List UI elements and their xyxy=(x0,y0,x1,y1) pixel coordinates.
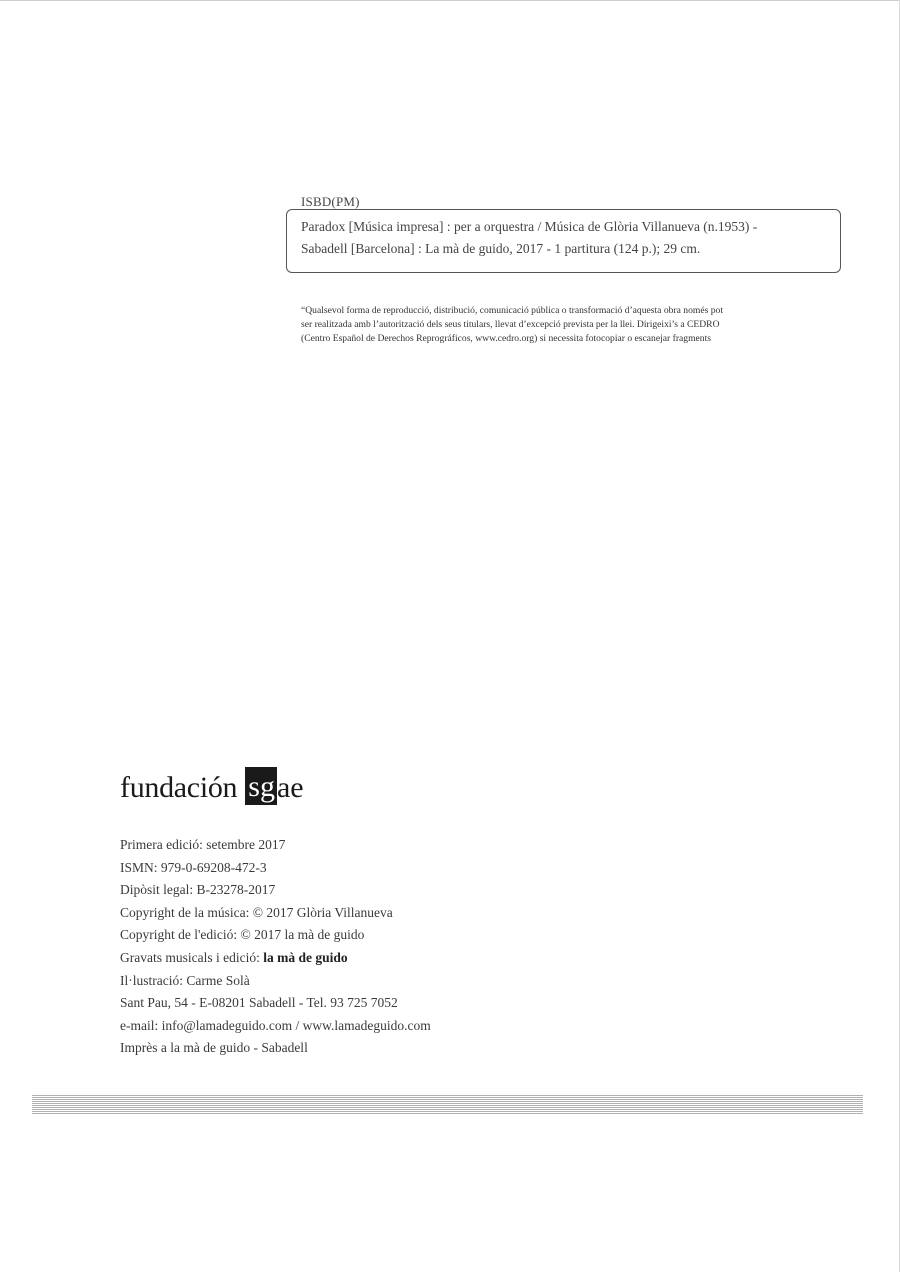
isbd-line-2: Sabadell [Barcelona] : La mà de guido, 2017 - 1 partitura (124 p.); 29 cm. xyxy=(301,241,701,256)
logo-word: fundación xyxy=(120,771,238,804)
legal-notice-line-2: ser realitzada amb l’autorització dels seus titulars, llevat d’excepció prevista per la llei. Dirigeixi’s a CEDRO xyxy=(301,319,720,330)
logo-tail: ae xyxy=(276,771,304,804)
page-top-edge xyxy=(0,0,900,1)
legal-deposit-line: Dipòsit legal: B-23278-2017 xyxy=(120,882,276,898)
copyright-music-line: Copyright de la música: © 2017 Glòria Villanueva xyxy=(120,904,393,920)
ismn-line: ISMN: 979-0-69208-472-3 xyxy=(120,859,267,875)
printed-line: Imprès a la mà de guido - Sabadell xyxy=(120,1040,308,1056)
address-line: Sant Pau, 54 - E-08201 Sabadell - Tel. 93 725 7052 xyxy=(120,995,398,1011)
engraving-prefix: Gravats musicals i edició: xyxy=(120,949,264,965)
imprint-block xyxy=(120,834,431,1060)
isbd-label: ISBD(PM) xyxy=(301,194,360,209)
isbd-record-box xyxy=(286,209,841,273)
illustration-line: Il·lustració: Carme Solà xyxy=(120,972,250,988)
contact-line: e-mail: info@lamadeguido.com / www.lamadeguido.com xyxy=(120,1017,431,1033)
copyright-edition-line: Copyright de l'edició: © 2017 la mà de guido xyxy=(120,927,365,943)
isbd-line-1: Paradox [Música impresa] : per a orquestra / Música de Glòria Villanueva (n.1953) - xyxy=(301,219,758,234)
engraving-name: la mà de guido xyxy=(263,949,348,965)
legal-notice-line-3: (Centro Español de Derechos Reprográficos, www.cedro.org) si necessita fotocopiar o escanejar fragments xyxy=(301,333,711,344)
staff-lines-rule xyxy=(32,1095,863,1115)
legal-notice-line-1: “Qualsevol forma de reproducció, distribució, comunicació pública o transformació d’aquesta obra només pot xyxy=(301,305,723,316)
engraving-line xyxy=(120,947,431,970)
legal-notice xyxy=(301,304,841,346)
logo-block: sg xyxy=(245,767,277,805)
fundacion-sgae-logo xyxy=(120,766,304,806)
edition-line: Primera edició: setembre 2017 xyxy=(120,837,286,852)
